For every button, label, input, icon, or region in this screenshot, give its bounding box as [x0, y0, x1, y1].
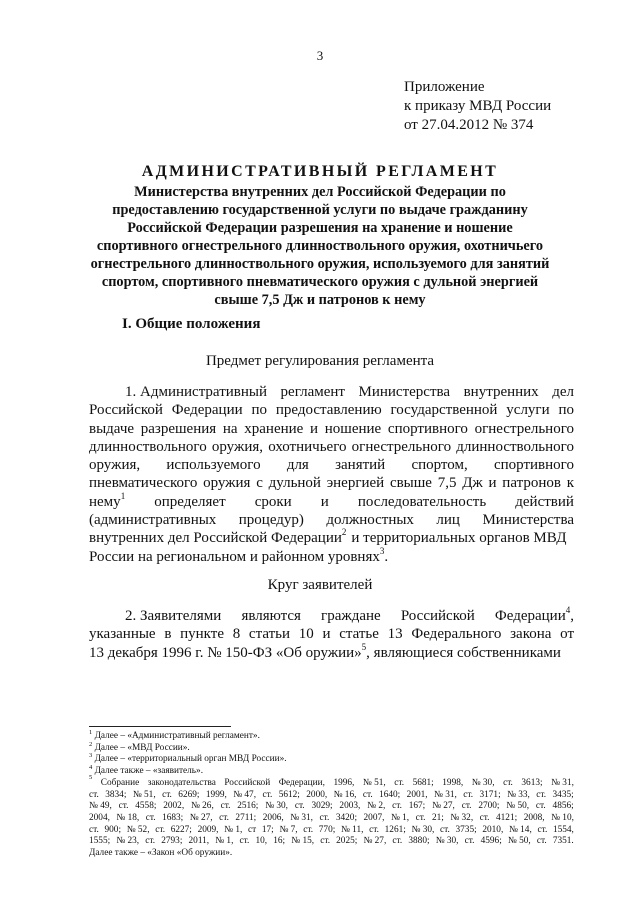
footnote-mark: 1 [89, 728, 93, 736]
footnote-word: № 51, [132, 789, 156, 800]
footnote-ref: 2 [341, 527, 347, 538]
footnote-line [89, 836, 574, 848]
paragraph-2 [89, 607, 574, 662]
paragraph-word: внутренних [463, 384, 539, 400]
subtitle-line: Российской Федерации разрешения на хранение и ношение [127, 220, 513, 236]
footnote-word: № 30, [471, 777, 495, 788]
footnote-word: ст. [239, 836, 250, 847]
footnote-word: № 31, [290, 812, 314, 823]
footnote-word: 167; [408, 801, 426, 812]
document-title: АДМИНИСТРАТИВНЫЙ РЕГЛАМЕНТ [141, 163, 499, 180]
paragraph-text: 13 декабря 1996 г. № 150-ФЗ «Об оружии»$^5$, являющиеся собственниками [89, 641, 561, 661]
footnote-word: № 27, [432, 801, 455, 812]
paragraph-word: и [320, 493, 329, 510]
paragraph-word: хранение [244, 420, 304, 437]
paragraph-word: 1. Административный [125, 384, 268, 400]
paragraph-word: граждане [321, 608, 381, 624]
footnote-word: Федерации, [278, 777, 325, 788]
paragraph-word: статье [339, 626, 379, 643]
paragraph-word: используемого [166, 457, 261, 474]
paragraph-word: по [558, 402, 574, 419]
footnote-word: ст. [262, 789, 273, 800]
appendix-line: от 27.04.2012 № 374 [404, 117, 534, 133]
footnotes [89, 728, 574, 860]
footnote-word: № 31, [551, 777, 574, 788]
footnote-word: 2011, [188, 836, 210, 847]
page-number: 3 [316, 48, 324, 63]
footnote-word: ст. [220, 801, 231, 812]
footnote-word: 3420; [335, 812, 358, 823]
footnote-word: № 15, [291, 836, 315, 847]
subtitle-line: огнестрельного длинноствольного оружия, используемого для занятий [90, 256, 550, 272]
footnote-word: ст. [319, 812, 330, 823]
paragraph-line [89, 625, 574, 643]
paragraph-word: разрешения [140, 420, 217, 437]
footnote-word: ст. [536, 789, 547, 800]
footnote-word: ст. [394, 777, 405, 788]
footnote-word: 3880; [408, 836, 430, 847]
footnote-mark: 5 [89, 773, 93, 781]
subtitle-line: спортивного огнестрельного длинноствольного оружия, охотничьего [96, 238, 544, 254]
footnote-ref: 3 [379, 545, 385, 556]
footnote-separator [89, 726, 231, 727]
footnote-word: 3435; [552, 789, 574, 800]
footnote-word: ст. [537, 824, 548, 835]
footnote-line [89, 813, 574, 825]
paragraph-word: пункте [180, 626, 224, 643]
paragraph-word: на [222, 420, 238, 437]
footnote-word: 3735; [455, 824, 477, 835]
paragraph-word: огнестрельного [351, 438, 452, 455]
paragraph-word: определяет [154, 493, 226, 510]
paragraph-word: в [164, 626, 172, 643]
footnote-mark: 2 [89, 740, 93, 748]
footnote-word: № 32, [450, 812, 474, 823]
footnote-word: ст. [145, 836, 156, 847]
paragraph-line [89, 607, 574, 625]
footnote-word: № 18, [116, 812, 140, 823]
paragraph-word: Федерального [411, 626, 502, 643]
paragraph-word: Федерации [171, 402, 243, 419]
footnote-word: Российской [224, 777, 271, 788]
footnote-word: ст. [463, 789, 474, 800]
paragraph-word: последовательность [357, 493, 487, 510]
footnote-word: ст. [155, 824, 166, 835]
footnote-word: № 2, [367, 801, 386, 812]
paragraph-word: и [322, 626, 331, 643]
paragraph-word: энергией [326, 475, 385, 492]
footnote-word: № 11, [340, 824, 364, 835]
paragraph-line [89, 511, 574, 529]
footnote-line: Далее также – «Закон «Об оружии». [89, 848, 233, 859]
footnote-word: законодательства [147, 777, 216, 788]
footnote-word: № 26, [190, 801, 214, 812]
footnote-ref: 4 [565, 605, 571, 615]
paragraph-word: спортивного [387, 420, 468, 437]
footnote-word: ст. [162, 789, 172, 800]
footnote-word: ст. [461, 801, 472, 812]
footnote-1 [89, 728, 574, 743]
footnote-2 [89, 740, 574, 755]
footnote-word: 2002, [163, 801, 185, 812]
footnote-word: 2008, [523, 812, 545, 823]
footnote-3 [89, 754, 574, 766]
paragraph-line [89, 456, 574, 474]
subtitle-line: Министерства внутренних дел Российской Федерации по [134, 184, 506, 200]
footnote-word: ст. [503, 777, 513, 788]
paragraph-word: Федерации$^4$, [494, 605, 574, 624]
footnote-word: 4558; [135, 801, 157, 812]
paragraph-word: оружия, [211, 438, 264, 455]
subtitle-line: предоставлению государственной услуги по выдаче гражданину [112, 202, 528, 218]
footnote-5 [89, 773, 574, 790]
footnote-ref: 1 [120, 490, 126, 501]
appendix-line: к приказу МВД России [404, 98, 552, 114]
footnote-word: ст. [118, 801, 129, 812]
paragraph-word: дульной [268, 475, 321, 492]
footnote-word: 2003, [339, 801, 361, 812]
paragraph-word: спортом, [411, 457, 468, 474]
footnote-word: № 30, [265, 801, 289, 812]
paragraph-word: свыше [389, 475, 432, 492]
footnote-word: 2010, [482, 824, 504, 835]
paragraph-word: Российской [89, 402, 163, 419]
footnote-word: 2025; [336, 836, 358, 847]
paragraph-word: огнестрельного [474, 420, 574, 437]
document-subtitle [60, 183, 580, 309]
paragraph-word: нему$^1$ [89, 490, 126, 510]
paragraph-word: указанные [89, 626, 156, 643]
footnote-word: № 27, [189, 812, 213, 823]
paragraph-word: пневматического [89, 475, 198, 492]
paragraph-word: предоставлению [275, 402, 382, 419]
footnote-word: 17; [261, 824, 274, 835]
paragraph-line [89, 383, 574, 401]
subsection-heading-applicants: Круг заявителей [267, 577, 373, 593]
footnote-word: 1261; [384, 824, 406, 835]
paragraph-word: и [488, 475, 497, 492]
footnote-word: № 1, [390, 812, 410, 823]
footnote-word: 770; [318, 824, 336, 835]
paragraph-word: длинноствольного [456, 438, 574, 455]
paragraph-line [89, 401, 574, 419]
paragraph-word: и [310, 420, 319, 437]
footnote-word: ст. [536, 836, 547, 847]
footnote-word: 16; [273, 836, 286, 847]
footnote-word: 2711; [235, 812, 257, 823]
paragraph-line [89, 545, 574, 566]
footnote-word: 2000, [306, 789, 328, 800]
footnote-word: № 49, [89, 801, 112, 812]
paragraph-word: 10 [298, 626, 314, 643]
footnote-word: № 1, [224, 824, 243, 835]
paragraph-word: (административных [89, 512, 217, 529]
footnote-word: 1640; [379, 789, 401, 800]
footnote-word: 4121; [496, 812, 518, 823]
paragraph-word: являются [241, 608, 301, 624]
paragraph-1 [89, 383, 574, 566]
paragraph-word: лиц [436, 512, 460, 529]
paragraph-word: 13 [387, 626, 403, 643]
footnote-word: № 52, [126, 824, 150, 835]
footnote-word: ст. [89, 824, 99, 835]
footnote-word: № 14, [508, 824, 532, 835]
footnote-word: 3834; [105, 789, 127, 800]
paragraph-word: от [560, 626, 574, 643]
footnote-word: 5681; [412, 777, 434, 788]
footnote-word: 10, [255, 836, 268, 847]
footnote-word: ст. [89, 789, 99, 800]
footnote-word: ст. [320, 836, 331, 847]
appendix-line: Приложение [404, 79, 485, 95]
footnote-word: № 23, [116, 836, 140, 847]
footnote-word: 2004, [89, 812, 110, 823]
footnote-text: Далее – «территориальный орган МВД России». [94, 754, 287, 765]
footnote-word: ст [248, 824, 257, 835]
footnote-word: 3171; [479, 789, 501, 800]
footnote-word: 5612; [278, 789, 300, 800]
footnote-word: 1683; [162, 812, 184, 823]
footnote-word: ст. [219, 812, 229, 823]
footnote-word: № 50, [507, 836, 531, 847]
footnote-word: 2009, [197, 824, 219, 835]
paragraph-word: 7,5 [437, 475, 457, 492]
footnote-word: 900; [104, 824, 122, 835]
paragraph-word: 2. Заявителями [125, 608, 222, 624]
footnote-word: ст. [392, 836, 403, 847]
footnote-word: № 33, [507, 789, 530, 800]
footnote-word: 2006, [262, 812, 284, 823]
paragraph-line [89, 529, 574, 547]
paragraph-word: Министерства [482, 512, 574, 529]
footnote-4 [89, 766, 574, 778]
footnote-word: ст. [294, 801, 305, 812]
paragraph-word: ношение [324, 420, 382, 437]
footnote-word: 6269; [178, 789, 200, 800]
footnote-word: № 16, [333, 789, 357, 800]
subtitle-line: свыше 7,5 Дж и патронов к нему [214, 292, 426, 308]
footnote-word: № 30, [435, 836, 459, 847]
paragraph-line [89, 438, 574, 456]
footnote-line [89, 790, 574, 802]
footnote-word: ст. [535, 801, 546, 812]
paragraph-line [89, 490, 574, 511]
footnote-word: ст. [303, 824, 314, 835]
footnote-ref: 5 [361, 641, 367, 652]
subtitle-line: спортом, спортивного пневматического оружия с дульной энергией [101, 274, 539, 290]
paragraph-text: России на региональном и районном уровнях$^3$. [89, 545, 389, 565]
paragraph-word: патронов [502, 475, 561, 492]
paragraph-line [89, 474, 574, 492]
subsection-heading-subject: Предмет регулирования регламента [205, 353, 435, 369]
paragraph-text: внутренних дел Российской Федерации$^2$ [89, 527, 347, 547]
paragraph-word: статьи [248, 626, 291, 643]
paragraph-word: к [566, 475, 574, 492]
footnote-word: 2007, [363, 812, 385, 823]
paragraph-word: услуги [506, 402, 550, 419]
footnote-word: № 7, [279, 824, 298, 835]
paragraph-word: длинноствольного [89, 438, 207, 455]
footnote-word: ст. [440, 824, 450, 835]
paragraph-word: действий [515, 493, 574, 510]
paragraph-word: Российской [400, 608, 475, 624]
footnote-word: 1999, [205, 789, 227, 800]
paragraph-word: закона [510, 626, 552, 643]
footnote-text: Далее – «МВД России». [94, 742, 190, 753]
footnote-word: 1996, [333, 777, 355, 788]
paragraph-line [89, 420, 574, 438]
footnote-word: 6227; [170, 824, 192, 835]
footnote-word: № 31, [434, 789, 457, 800]
footnote-word: № 51, [362, 777, 386, 788]
paragraph-word: с [256, 475, 263, 492]
footnote-word: ст. [392, 801, 402, 812]
footnote-word: ст. [145, 812, 156, 823]
footnote-line [89, 801, 574, 813]
footnote-word: № 30, [411, 824, 435, 835]
paragraph-word: охотничьего [268, 438, 347, 455]
footnote-word: ст. [415, 812, 426, 823]
paragraph-text: и территориальных органов МВД [351, 530, 567, 547]
appendix-reference [404, 78, 551, 135]
paragraph-word: по [251, 402, 267, 419]
footnote-word: 1554, [552, 824, 574, 835]
footnote-word: 21; [431, 812, 444, 823]
paragraph-line [89, 641, 574, 662]
footnote-word: № 1, [215, 836, 234, 847]
footnote-word: 7351. [552, 836, 574, 847]
paragraph-word: оружия, [89, 457, 141, 474]
footnote-line [89, 825, 574, 837]
footnote-word: Собрание [100, 777, 140, 788]
footnote-word: 2793; [161, 836, 183, 847]
footnote-word: 2516; [237, 801, 259, 812]
paragraph-word: регламент [280, 384, 345, 400]
footnote-word: 1998, [442, 777, 464, 788]
footnote-mark: 4 [89, 764, 93, 772]
paragraph-word: сроки [254, 493, 292, 510]
footnote-word: 4596; [480, 836, 502, 847]
footnote-word: № 10, [551, 812, 574, 823]
footnote-text: Далее также – «заявитель». [94, 766, 204, 777]
footnote-word: 2001, [406, 789, 428, 800]
paragraph-word: Дж [462, 475, 483, 492]
paragraph-word: дел [552, 384, 574, 400]
footnote-word: № 50, [506, 801, 530, 812]
footnote-word: 2700; [478, 801, 500, 812]
footnote-word: ст. [464, 836, 475, 847]
paragraph-word: государственной [390, 402, 498, 419]
paragraph-word: для [286, 457, 309, 474]
footnote-word: ст. [479, 812, 490, 823]
footnote-word: № 27, [363, 836, 387, 847]
paragraph-word: занятий [335, 457, 386, 474]
footnote-mark: 3 [89, 752, 93, 760]
paragraph-word: спортивного [493, 457, 574, 474]
footnote-word: ст. [362, 789, 373, 800]
footnote-word: 3613; [521, 777, 543, 788]
footnote-word: 4856; [552, 801, 574, 812]
section-heading: I. Общие положения [122, 316, 261, 332]
paragraph-word: выдаче [89, 420, 135, 437]
footnote-text: Далее – «Административный регламент». [94, 731, 260, 741]
footnote-word: 3029; [311, 801, 333, 812]
footnote-word: 1555; [89, 836, 111, 847]
footnote-word: № 47, [233, 789, 257, 800]
paragraph-word: Министерства [358, 384, 451, 400]
paragraph-word: процедур) [238, 512, 304, 529]
paragraph-word: должностных [326, 512, 414, 529]
paragraph-word: оружия [203, 475, 251, 492]
footnote-word: ст. [369, 824, 379, 835]
paragraph-word: 8 [232, 626, 241, 643]
